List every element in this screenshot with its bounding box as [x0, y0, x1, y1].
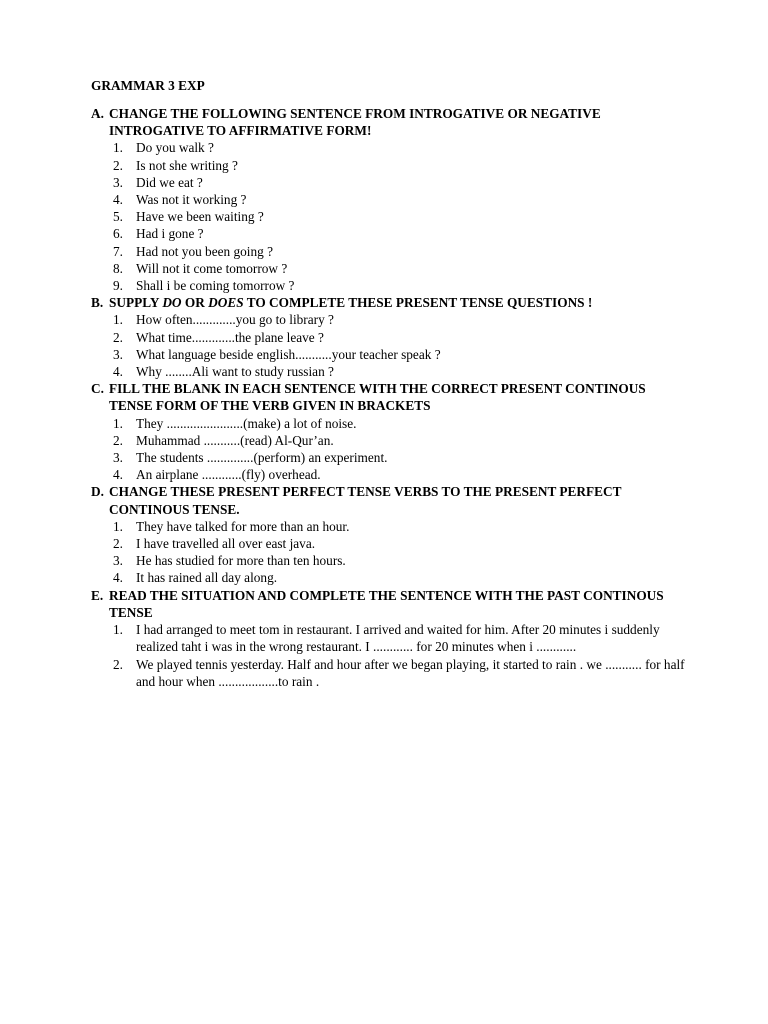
item-number: 1.: [113, 140, 123, 156]
item-text: They have talked for more than an hour.: [136, 518, 350, 534]
heading-part-mid: OR: [181, 295, 209, 311]
item-number: 6.: [113, 226, 123, 242]
item-text: How often.............you go to library ?: [136, 312, 334, 328]
item-number: 2.: [113, 656, 123, 672]
section-heading-text: CHANGE THE FOLLOWING SENTENCE FROM INTROGATIVE OR NEGATIVE INTROGATIVE TO AFFIRMATIVE FORM!: [109, 106, 601, 139]
item-number: 3.: [113, 553, 123, 569]
list-item: [91, 208, 691, 225]
item-number: 3.: [113, 346, 123, 362]
item-number: 7.: [113, 243, 123, 259]
item-text: The students ..............(perform) an experiment.: [136, 450, 388, 466]
list-item: [91, 157, 691, 174]
list-item: [91, 277, 691, 294]
section-letter: A.: [91, 106, 104, 121]
item-text: Had i gone ?: [136, 226, 204, 242]
heading-part-post: TO COMPLETE THESE PRESENT TENSE QUESTIONS !: [243, 295, 593, 311]
list-item: [91, 535, 691, 552]
item-text: Have we been waiting ?: [136, 209, 264, 225]
item-text: We played tennis yesterday. Half and hour after we began playing, it started to rain . we ........... for half and hour when ..................to rain .: [136, 656, 685, 689]
item-number: 2.: [113, 432, 123, 448]
section-heading: [91, 105, 691, 139]
list-item: [91, 432, 691, 449]
section-c: [91, 380, 691, 483]
list-item: [91, 329, 691, 346]
item-text: Why ........Ali want to study russian ?: [136, 364, 334, 380]
section-heading: [91, 294, 691, 311]
item-text: I had arranged to meet tom in restaurant. I arrived and waited for him. After 20 minutes i suddenly realized taht i was in the wrong restaurant. I ............ for 20 minutes when i ............: [136, 622, 660, 655]
item-number: 2.: [113, 329, 123, 345]
list-item: [91, 415, 691, 432]
item-text: Will not it come tomorrow ?: [136, 260, 288, 276]
section-a: [91, 105, 691, 294]
section-heading-text: READ THE SITUATION AND COMPLETE THE SENTENCE WITH THE PAST CONTINOUS TENSE: [109, 587, 664, 620]
item-text: What time.............the plane leave ?: [136, 329, 324, 345]
list-item: [91, 621, 691, 655]
item-text: It has rained all day along.: [136, 570, 278, 586]
section-b: [91, 294, 691, 380]
list-item: [91, 449, 691, 466]
section-letter: C.: [91, 381, 104, 397]
list-item: [91, 260, 691, 277]
item-number: 9.: [113, 278, 123, 294]
document-content: [91, 105, 691, 690]
item-number: 1.: [113, 518, 123, 534]
heading-keyword-do: DO: [162, 295, 182, 311]
item-number: 4.: [113, 467, 123, 483]
item-text: Was not it working ?: [136, 192, 247, 208]
section-d: [91, 483, 691, 586]
section-heading: [91, 380, 691, 414]
item-number: 2.: [113, 157, 123, 173]
list-item: [91, 552, 691, 569]
item-number: 1.: [113, 312, 123, 328]
item-number: 5.: [113, 209, 123, 225]
section-letter: D.: [91, 484, 104, 500]
item-text: What language beside english...........your teacher speak ?: [136, 346, 441, 362]
list-item: [91, 518, 691, 535]
item-number: 1.: [113, 415, 123, 431]
item-text: They .......................(make) a lot of noise.: [136, 415, 357, 431]
list-item: [91, 191, 691, 208]
item-number: 4.: [113, 570, 123, 586]
item-text: An airplane ............(fly) overhead.: [136, 467, 321, 483]
section-heading: [91, 483, 691, 517]
item-text: Did we eat ?: [136, 174, 203, 190]
section-e: [91, 587, 691, 690]
item-text: Shall i be coming tomorrow ?: [136, 278, 295, 294]
item-text: Had not you been going ?: [136, 243, 274, 259]
item-text: Do you walk ?: [136, 140, 214, 156]
section-heading-text: CHANGE THESE PRESENT PERFECT TENSE VERBS TO THE PRESENT PERFECT CONTINOUS TENSE.: [109, 484, 622, 517]
section-letter: E.: [91, 587, 104, 603]
item-text: Muhammad ...........(read) Al-Qur’an.: [136, 432, 334, 448]
list-item: [91, 569, 691, 586]
section-heading-text: FILL THE BLANK IN EACH SENTENCE WITH THE CORRECT PRESENT CONTINOUS TENSE FORM OF THE VERB GIVEN IN BRACKETS: [109, 381, 646, 414]
list-item: [91, 139, 691, 156]
list-item: [91, 174, 691, 191]
item-text: Is not she writing ?: [136, 157, 238, 173]
list-item: [91, 656, 691, 690]
list-item: [91, 311, 691, 328]
list-item: [91, 243, 691, 260]
item-number: 4.: [113, 364, 123, 380]
item-number: 8.: [113, 260, 123, 276]
section-letter: B.: [91, 295, 104, 311]
list-item: [91, 466, 691, 483]
heading-keyword-does: DOES: [208, 295, 244, 311]
list-item: [91, 346, 691, 363]
item-number: 3.: [113, 450, 123, 466]
item-text: He has studied for more than ten hours.: [136, 553, 346, 569]
document-title: GRAMMAR 3 EXP: [91, 78, 205, 93]
item-number: 1.: [113, 622, 123, 638]
item-number: 3.: [113, 174, 123, 190]
heading-part-pre: SUPPLY: [109, 295, 163, 311]
item-text: I have travelled all over east java.: [136, 536, 316, 552]
list-item: [91, 225, 691, 242]
section-heading-text: [109, 295, 592, 310]
section-heading: [91, 587, 691, 621]
item-number: 4.: [113, 192, 123, 208]
list-item: [91, 363, 691, 380]
item-number: 2.: [113, 536, 123, 552]
